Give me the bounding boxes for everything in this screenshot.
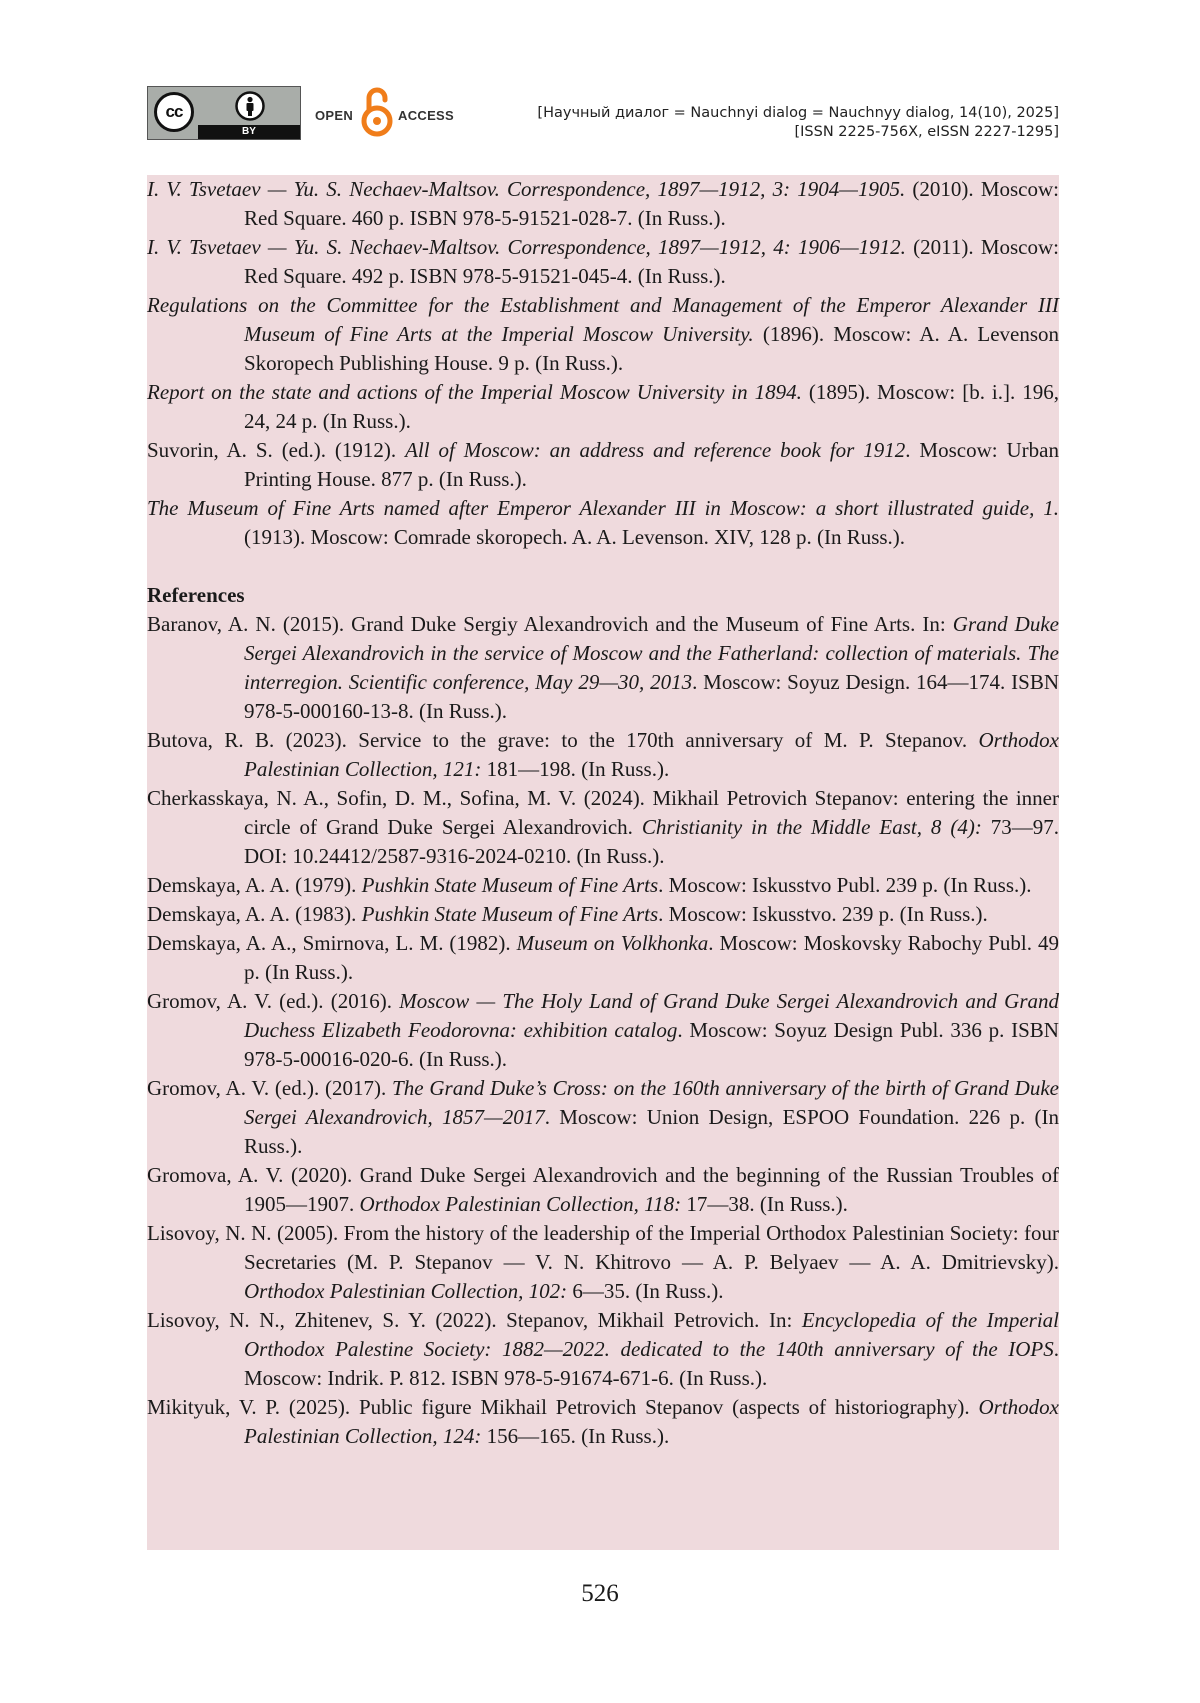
entry-text: Suvorin, A. S. (ed.). (1912). bbox=[147, 438, 406, 462]
entry-text: Gromova, A. V. (2020). Grand Duke Sergei Alexandrovich and the beginning of the Russian Troubles of 1905—1907. bbox=[147, 1163, 1059, 1216]
references-heading: References bbox=[147, 583, 245, 607]
entry-title: I. V. Tsvetaev — Yu. S. Nechaev-Maltsov. Correspondence, 1897—1912, 4: 1906—1912. bbox=[147, 235, 906, 259]
entry-text: . Moscow: Moskovsky Rabochy Publ. 49 p. (In Russ.). bbox=[244, 931, 1059, 984]
entry-title: Report on the state and actions of the Imperial Moscow University in 1894. bbox=[147, 380, 802, 404]
reference-entry bbox=[147, 1219, 1059, 1306]
source-entry bbox=[147, 436, 1059, 494]
entry-text: Demskaya, A. A. (1979). bbox=[147, 873, 362, 897]
attribution-person-icon bbox=[235, 91, 265, 121]
entry-title: Encyclopedia of the Imperial Orthodox Palestine Society: 1882—2022. dedicated to the 140th anniversary of the IOPS bbox=[244, 1308, 1059, 1361]
entry-title: Pushkin State Museum of Fine Arts bbox=[361, 902, 659, 926]
entry-text: 156—165. (In Russ.). bbox=[481, 1424, 670, 1448]
bibliography-block bbox=[147, 175, 1059, 1550]
source-entry bbox=[147, 291, 1059, 378]
entry-text: Demskaya, A. A., Smirnova, L. M. (1982). bbox=[147, 931, 517, 955]
reference-entry bbox=[147, 987, 1059, 1074]
open-access-open-text: OPEN bbox=[315, 108, 354, 123]
open-access-logo bbox=[315, 86, 465, 140]
entry-text: Gromov, A. V. (ed.). (2016). bbox=[147, 989, 400, 1013]
cc-by-license-badge[interactable] bbox=[147, 86, 301, 140]
entry-title: I. V. Tsvetaev — Yu. S. Nechaev-Maltsov. Correspondence, 1897—1912, 3: 1904—1905. bbox=[147, 177, 906, 201]
entry-text: Demskaya, A. A. (1983). bbox=[147, 902, 362, 926]
journal-citation bbox=[537, 104, 1059, 142]
sources-list bbox=[147, 175, 1059, 552]
page-header bbox=[147, 86, 1059, 142]
section-gap bbox=[147, 552, 1059, 581]
entry-text: Mikityuk, V. P. (2025). Public figure Mikhail Petrovich Stepanov (aspects of historiography). bbox=[147, 1395, 979, 1419]
entry-title: The Museum of Fine Arts named after Emperor Alexander III in Moscow: a short illustrated guide, 1. bbox=[147, 496, 1059, 520]
entry-title: Museum on Volkhonka bbox=[516, 931, 709, 955]
entry-title: Orthodox Palestinian Collection, 121: bbox=[244, 728, 1059, 781]
source-entry bbox=[147, 494, 1059, 552]
entry-text: (2010). Moscow: Red Square. 460 p. ISBN 978-5-91521-028-7. (In Russ.). bbox=[244, 177, 1059, 230]
journal-issn-line: [ISSN 2225-756X, eISSN 2227-1295] bbox=[794, 124, 1059, 140]
entry-title: Orthodox Palestinian Collection, 118: bbox=[359, 1192, 682, 1216]
entry-title: All of Moscow: an address and reference book for 1912 bbox=[405, 438, 906, 462]
reference-entry bbox=[147, 1161, 1059, 1219]
reference-entry bbox=[147, 610, 1059, 726]
reference-entry bbox=[147, 1393, 1059, 1451]
reference-entry bbox=[147, 1074, 1059, 1161]
entry-text: (2011). Moscow: Red Square. 492 p. ISBN 978-5-91521-045-4. (In Russ.). bbox=[244, 235, 1060, 288]
entry-text: 73—97. DOI: 10.24412/2587-9316-2024-0210. (In Russ.). bbox=[244, 815, 1060, 868]
entry-text: Gromov, A. V. (ed.). (2017). bbox=[147, 1076, 393, 1100]
entry-title: Grand Duke Sergei Alexandrovich in the service of Moscow and the Fatherland: collection of materials. The interregion. Scientific conference, May 29—30, 2013 bbox=[244, 612, 1059, 694]
reference-entry bbox=[147, 900, 1059, 929]
entry-text: (1913). Moscow: Comrade skoropech. A. A. Levenson. XIV, 128 p. (In Russ.). bbox=[244, 525, 906, 549]
references-list bbox=[147, 610, 1059, 1451]
entry-title: Orthodox Palestinian Collection, 102: bbox=[244, 1279, 568, 1303]
cc-text: cc bbox=[165, 102, 183, 121]
entry-text: Cherkasskaya, N. A., Sofin, D. M., Sofina, M. V. (2024). Mikhail Petrovich Stepanov: entering the inner circle of Grand Duke Sergei Alexandrovich. bbox=[147, 786, 1059, 839]
entry-text: . Moscow: Iskusstvo Publ. 239 p. (In Russ.). bbox=[658, 873, 1032, 897]
entry-text: (1895). Moscow: [b. i.]. 196, 24, 24 p. (In Russ.). bbox=[244, 380, 1059, 433]
page-number: 526 bbox=[581, 1580, 619, 1607]
entry-text: . Moscow: Iskusstvo. 239 p. (In Russ.). bbox=[658, 902, 988, 926]
entry-text: . Moscow: Soyuz Design Publ. 336 p. ISBN 978-5-00016-020-6. (In Russ.). bbox=[244, 1018, 1059, 1071]
source-entry bbox=[147, 175, 1059, 233]
entry-text: . Moscow: Indrik. P. 812. ISBN 978-5-91674-671-6. (In Russ.). bbox=[244, 1337, 1059, 1390]
creative-commons-icon bbox=[154, 92, 194, 132]
entry-text: 181—198. (In Russ.). bbox=[481, 757, 670, 781]
reference-entry bbox=[147, 871, 1059, 900]
entry-text: . Moscow: Urban Printing House. 877 p. (In Russ.). bbox=[244, 438, 1059, 491]
journal-title-line: [Научный диалог = Nauchnyi dialog = Nauchnyy dialog, 14(10), 2025] bbox=[537, 105, 1059, 121]
reference-entry bbox=[147, 784, 1059, 871]
reference-entry bbox=[147, 929, 1059, 987]
entry-text: 17—38. (In Russ.). bbox=[681, 1192, 848, 1216]
entry-title: Moscow — The Holy Land of Grand Duke Sergei Alexandrovich and Grand Duchess Elizabeth Feodorovna: exhibition catalog bbox=[244, 989, 1059, 1042]
source-entry bbox=[147, 378, 1059, 436]
reference-entry bbox=[147, 1306, 1059, 1393]
entry-text: . Moscow: Soyuz Design. 164—174. ISBN 978-5-000160-13-8. (In Russ.). bbox=[244, 670, 1059, 723]
entry-text: Butova, R. B. (2023). Service to the grave: to the 170th anniversary of M. P. Stepanov. bbox=[147, 728, 979, 752]
entry-title: Orthodox Palestinian Collection, 124: bbox=[244, 1395, 1059, 1448]
open-access-access-text: ACCESS bbox=[398, 108, 454, 123]
entry-text: . Moscow: Union Design, ESPOO Foundation. 226 p. (In Russ.). bbox=[244, 1105, 1059, 1158]
entry-title: Pushkin State Museum of Fine Arts bbox=[361, 873, 659, 897]
entry-text: Baranov, A. N. (2015). Grand Duke Sergiy Alexandrovich and the Museum of Fine Arts. In: bbox=[147, 612, 953, 636]
entry-title: The Grand Duke’s Cross: on the 160th anniversary of the birth of Grand Duke Sergei Alexandrovich, 1857—2017 bbox=[244, 1076, 1059, 1129]
entry-text: (1896). Moscow: A. A. Levenson Skoropech Publishing House. 9 p. (In Russ.). bbox=[244, 322, 1060, 375]
by-label: BY bbox=[198, 125, 300, 139]
source-entry bbox=[147, 233, 1059, 291]
entry-title: Regulations on the Committee for the Establishment and Management of the Emperor Alexander III Museum of Fine Arts at the Imperial Moscow University. bbox=[147, 293, 1059, 346]
entry-text: Lisovoy, N. N., Zhitenev, S. Y. (2022). Stepanov, Mikhail Petrovich. In: bbox=[147, 1308, 802, 1332]
reference-entry bbox=[147, 726, 1059, 784]
open-lock-icon bbox=[359, 86, 395, 138]
entry-title: Christianity in the Middle East, 8 (4): bbox=[641, 815, 982, 839]
entry-text: Lisovoy, N. N. (2005). From the history of the leadership of the Imperial Orthodox Palestinian Society: four Secretaries (M. P. Stepanov — V. N. Khitrovo — A. P. Belyaev — A. A. Dmitrievsky). bbox=[147, 1221, 1059, 1274]
entry-text: 6—35. (In Russ.). bbox=[567, 1279, 724, 1303]
